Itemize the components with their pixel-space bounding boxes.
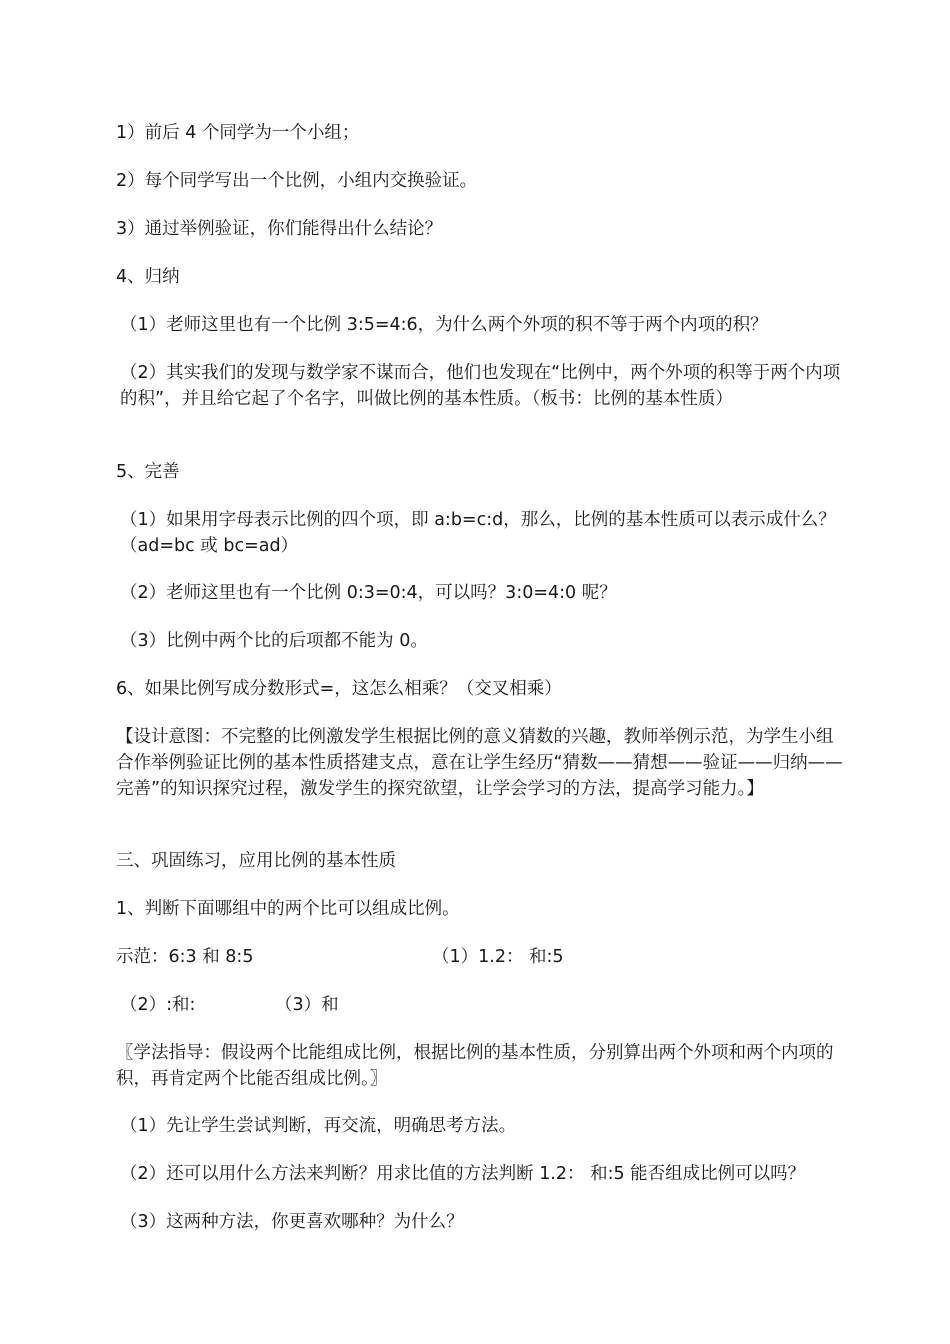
heading-improve: 5、完善 <box>116 462 180 482</box>
improve-note-3: （3）比例中两个比的后项都不能为 0。 <box>120 631 428 651</box>
improve-question-2: （2）老师这里也有一个比例 0:3=0:4，可以吗？3:0=4:0 呢？ <box>120 583 617 603</box>
fraction-form-question: 6、如果比例写成分数形式=，这怎么相乘？（交叉相乘） <box>116 679 562 699</box>
study-method-guide: 〖学法指导：假设两个比能组成比例，根据比例的基本性质，分别算出两个外项和两个内项的积，再肯定两个比能否组成比例。〗 <box>116 1043 834 1089</box>
improve-question-1: （1）如果用字母表示比例的四个项，即 a:b=c:d，那么，比例的基本性质可以表示成什么？（ad=bc 或 bc=ad） <box>120 510 836 556</box>
exercise-item-2: （2）:和: <box>120 995 196 1015</box>
step-3-conclusion: 3）通过举例验证，你们能得出什么结论？ <box>116 219 443 239</box>
exercise-item-3: （3）和 <box>275 995 339 1015</box>
design-intent: 【设计意图：不完整的比例激发学生根据比例的意义猜数的兴趣，教师举例示范，为学生小组合作举例验证比例的基本性质搭建支点，意在让学生经历“猜数——猜想——验证——归纳——完善”的知识探究过程，激发学生的探究欲望，让学会学习的方法，提高学习能力。】 <box>116 727 843 799</box>
method-step-2: （2）还可以用什么方法来判断？用求比值的方法判断 1.2： 和:5 能否组成比例可以吗？ <box>120 1164 806 1184</box>
example-ratio: 示范：6:3 和 8:5 <box>116 947 254 967</box>
method-step-3: （3）这两种方法，你更喜欢哪种？为什么？ <box>120 1212 464 1232</box>
summarize-question-1: （1）老师这里也有一个比例 3:5=4:6，为什么两个外项的积不等于两个内项的积？ <box>120 315 768 335</box>
section-three-heading: 三、巩固练习，应用比例的基本性质 <box>116 851 396 871</box>
exercise-1-prompt: 1、判断下面哪组中的两个比可以组成比例。 <box>116 899 460 919</box>
step-1-group: 1）前后 4 个同学为一个小组； <box>116 123 360 143</box>
method-step-1: （1）先让学生尝试判断，再交流，明确思考方法。 <box>120 1116 517 1136</box>
summarize-paragraph-2: （2）其实我们的发现与数学家不谋而合，他们也发现在“比例中，两个外项的积等于两个内项的积”，并且给它起了个名字，叫做比例的基本性质。（板书：比例的基本性质） <box>120 363 841 409</box>
heading-summarize: 4、归纳 <box>116 267 180 287</box>
exercise-item-1: （1）1.2： 和:5 <box>432 947 564 967</box>
step-2-write-ratio: 2）每个同学写出一个比例，小组内交换验证。 <box>116 171 478 191</box>
